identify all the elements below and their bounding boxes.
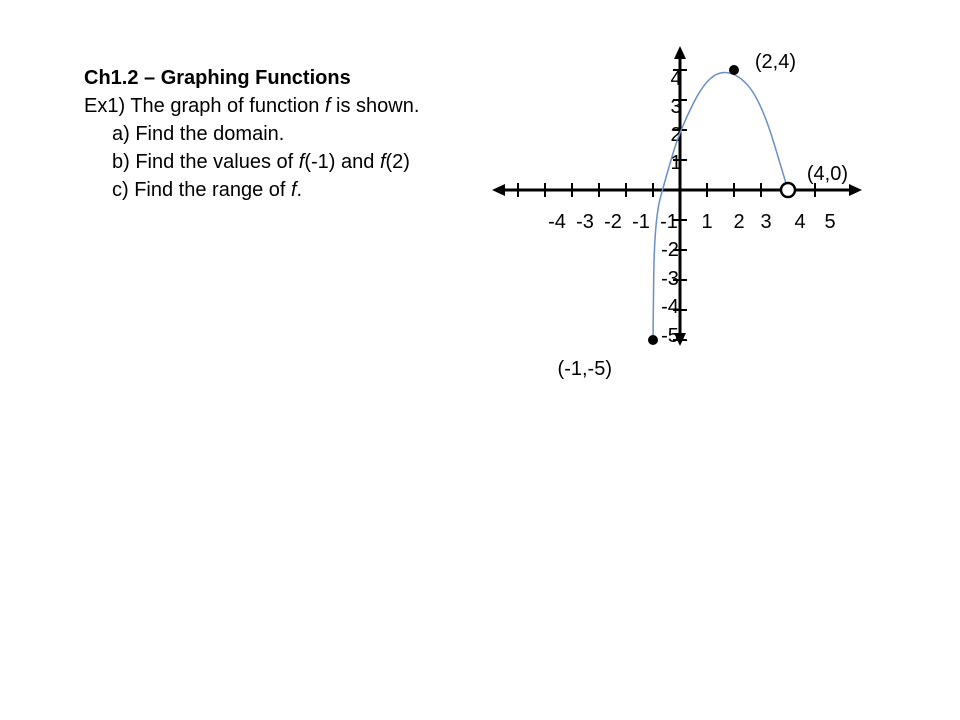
point-label: (4,0) <box>806 163 848 185</box>
part-c-text2: . <box>296 179 303 201</box>
x-tick-label: -2 <box>604 211 622 233</box>
x-tick-label: -1 <box>660 211 678 233</box>
y-tick-label: -4 <box>661 296 679 318</box>
y-tick-label: 3 <box>670 96 682 118</box>
y-tick-label: -5 <box>661 325 679 347</box>
x-tick-label: 3 <box>760 211 772 233</box>
x-tick-label: 1 <box>701 211 713 233</box>
part-b-f2: f <box>379 151 386 173</box>
part-b-text3: (2) <box>385 151 410 173</box>
x-axis-arrow-left <box>492 184 505 196</box>
x-tick-label: -1 <box>632 211 650 233</box>
x-axis-arrow-right <box>849 184 862 196</box>
part-b-text1: b) Find the values of <box>112 151 299 173</box>
y-tick-label: -2 <box>661 239 679 261</box>
part-c-text1: c) Find the range of <box>112 179 291 201</box>
closed-endpoint <box>648 335 658 345</box>
y-tick-label: 1 <box>670 152 682 174</box>
x-tick-label: 5 <box>824 211 836 233</box>
part-c-var: f <box>290 179 297 201</box>
x-tick-label: -3 <box>576 211 594 233</box>
slide-title: Ch1.2 – Graphing Functions <box>84 67 351 89</box>
x-tick-label: 4 <box>794 211 806 233</box>
point-label: (-1,-5) <box>557 358 612 380</box>
x-tick-label: -4 <box>548 211 566 233</box>
x-tick-label: 2 <box>733 211 745 233</box>
y-tick-label: -3 <box>661 268 679 290</box>
part-b-f1: f <box>298 151 305 173</box>
part-b-text2: (-1) and <box>304 151 380 173</box>
y-tick-label: 4 <box>670 68 682 90</box>
closed-endpoint <box>729 65 739 75</box>
example-prefix: Ex1) The graph of function <box>84 95 325 117</box>
y-axis-arrow-up <box>674 46 686 59</box>
point-label: (2,4) <box>754 51 796 73</box>
function-var: f <box>324 95 331 117</box>
open-endpoint <box>781 183 795 197</box>
y-tick-label: 2 <box>670 124 682 146</box>
example-suffix: is shown. <box>330 95 420 117</box>
part-a: a) Find the domain. <box>112 123 285 145</box>
